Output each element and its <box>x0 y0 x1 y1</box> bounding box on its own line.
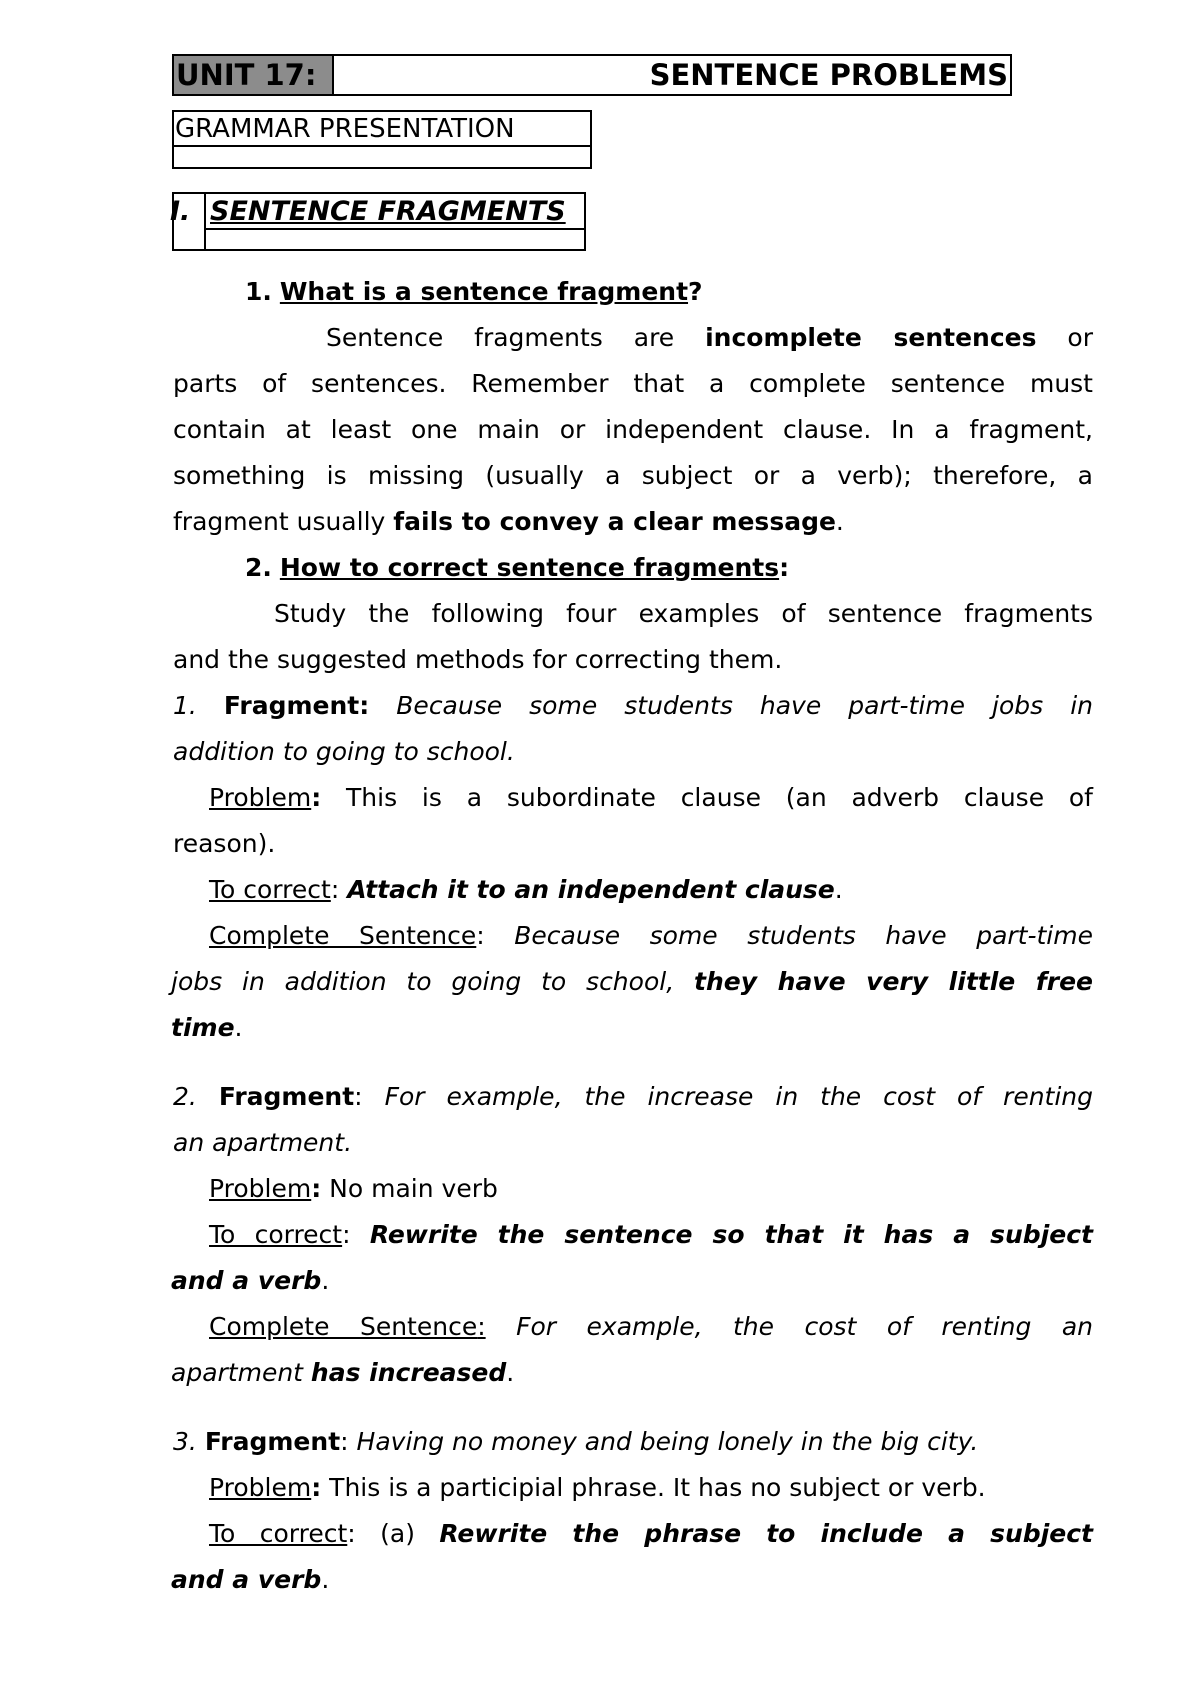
part-divider <box>206 228 584 230</box>
ex2-complete-line-1: Complete Sentence: For example, the cost of renting an <box>209 1312 1093 1341</box>
q1-heading: 1. What is a sentence fragment? <box>245 277 703 306</box>
ex1-correct-line: To correct: Attach it to an independent clause. <box>209 875 843 904</box>
part-numeral-cell <box>170 194 206 249</box>
ex2-fragment-line-1: 2. Fragment: For example, the increase in the cost of renting <box>173 1082 1094 1111</box>
q2-heading: 2. How to correct sentence fragments: <box>245 553 790 582</box>
ex3-correct-line-1: To correct: (a) Rewrite the phrase to include a subject <box>209 1519 1093 1548</box>
ex2-correct-line-2: and a verb. <box>171 1266 330 1295</box>
q2-intro-line-2: and the suggested methods for correcting them. <box>173 645 783 674</box>
ex2-problem-line: Problem: No main verb <box>209 1174 498 1203</box>
section-divider <box>174 145 590 147</box>
q1-para-line-3: contain at least one main or independent clause. In a fragment, <box>173 415 1093 444</box>
ex1-problem-line-1: Problem: This is a subordinate clause (an adverb clause of <box>209 783 1093 812</box>
section-label-box <box>172 110 592 169</box>
unit-label-cell <box>174 56 334 94</box>
part-heading-box <box>172 192 586 251</box>
ex1-fragment-line-2: addition to going to school. <box>173 737 515 766</box>
ex1-complete-line-3: time. <box>171 1013 243 1042</box>
ex3-fragment-line: 3. Fragment: Having no money and being lonely in the big city. <box>173 1427 979 1456</box>
ex1-fragment-line-1: 1. Fragment: Because some students have part-time jobs in <box>173 691 1094 720</box>
ex1-problem-line-2: reason). <box>173 829 276 858</box>
section-label: GRAMMAR PRESENTATION <box>175 114 515 144</box>
ex3-problem-line: Problem: This is a participial phrase. It has no subject or verb. <box>209 1473 986 1502</box>
part-numeral: I. <box>170 196 191 227</box>
unit-title: SENTENCE PROBLEMS <box>649 58 1008 92</box>
ex1-complete-line-2: jobs in addition to going to school, they have very little free <box>171 967 1093 996</box>
q1-title: What is a sentence fragment <box>279 277 689 306</box>
ex1-complete-line-1: Complete Sentence: Because some students have part-time <box>209 921 1093 950</box>
q1-para-line-4: something is missing (usually a subject or a verb); therefore, a <box>173 461 1093 490</box>
ex2-fragment-line-2: an apartment. <box>173 1128 353 1157</box>
unit-title-box <box>172 54 1012 96</box>
q2-intro-line-1: Study the following four examples of sentence fragments <box>274 599 1093 628</box>
ex2-correct-line-1: To correct: Rewrite the sentence so that it has a subject <box>209 1220 1093 1249</box>
q2-title: How to correct sentence fragments <box>279 553 780 582</box>
ex3-correct-line-2: and a verb. <box>171 1565 330 1594</box>
q1-para-line-5: fragment usually fails to convey a clear message. <box>173 507 844 536</box>
q1-para-line-1: Sentence fragments are incomplete sentences or <box>326 323 1093 352</box>
part-title: SENTENCE FRAGMENTS <box>210 196 566 227</box>
unit-label: UNIT 17: <box>176 58 317 92</box>
ex2-complete-line-2: apartment has increased. <box>171 1358 515 1387</box>
q1-para-line-2: parts of sentences. Remember that a complete sentence must <box>173 369 1093 398</box>
